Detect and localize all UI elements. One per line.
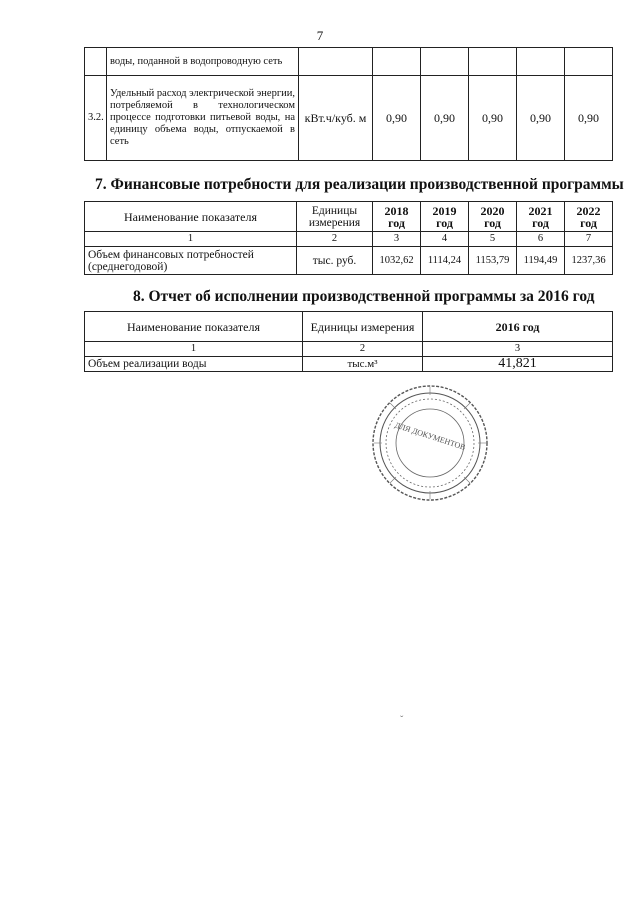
index-cell: 2: [303, 342, 423, 357]
table-row: [85, 247, 613, 275]
value-cell: [469, 48, 517, 76]
section-7-title: 7. Финансовые потребности для реализации производственной программы: [95, 176, 624, 193]
indicator-name: Объем реализации воды: [85, 357, 303, 372]
index-cell: 3: [373, 232, 421, 247]
index-cell: 1: [85, 232, 297, 247]
value-cell: [517, 48, 565, 76]
value-cell: 0,90: [517, 76, 565, 161]
value-cell: [373, 48, 421, 76]
value-cell: 0,90: [373, 76, 421, 161]
header-unit: Единицы измерения: [303, 312, 423, 342]
table-row: [85, 76, 613, 161]
value-cell: 1194,49: [517, 247, 565, 275]
index-cell: 7: [565, 232, 613, 247]
unit-cell: тыс.м³: [303, 357, 423, 372]
index-cell: 3: [423, 342, 613, 357]
value-cell: [565, 48, 613, 76]
index-row: [85, 232, 613, 247]
indicator-name: Объем финансовых потребностей (среднегодовой): [85, 247, 297, 275]
index-cell: 2: [297, 232, 373, 247]
unit-cell: [299, 48, 373, 76]
table-row: [85, 48, 613, 76]
value-cell: 41,821: [423, 357, 613, 372]
unit-cell: тыс. руб.: [297, 247, 373, 275]
indicators-table-continued: [84, 47, 613, 161]
header-year: 2021 год: [517, 202, 565, 232]
indicator-name: воды, поданной в водопроводную сеть: [107, 48, 299, 76]
financial-needs-table: [84, 201, 613, 275]
index-row: [85, 342, 613, 357]
program-report-table: [84, 311, 613, 372]
table-header-row: [85, 312, 613, 342]
page-number: 7: [316, 28, 324, 43]
unit-cell: кВт.ч/куб. м: [299, 76, 373, 161]
row-number: [85, 48, 107, 76]
header-year: 2018 год: [373, 202, 421, 232]
value-cell: 0,90: [565, 76, 613, 161]
index-cell: 4: [421, 232, 469, 247]
index-cell: 5: [469, 232, 517, 247]
table-header-row: [85, 202, 613, 232]
stamp-text: ДЛЯ ДОКУМЕНТОВ: [393, 420, 467, 452]
scan-mark: ˇ: [400, 715, 404, 726]
header-unit: Единицы измерения: [297, 202, 373, 232]
value-cell: 0,90: [469, 76, 517, 161]
header-name: Наименование показателя: [85, 312, 303, 342]
value-cell: 1114,24: [421, 247, 469, 275]
index-cell: 6: [517, 232, 565, 247]
header-name: Наименование показателя: [85, 202, 297, 232]
header-year: 2022 год: [565, 202, 613, 232]
value-cell: 1237,36: [565, 247, 613, 275]
value-cell: 0,90: [421, 76, 469, 161]
round-stamp: [370, 383, 490, 503]
row-number: 3.2.: [85, 76, 107, 161]
table-row: [85, 357, 613, 372]
header-year: 2020 год: [469, 202, 517, 232]
value-cell: [421, 48, 469, 76]
indicator-name: Удельный расход электрической энергии, потребляемой в технологическом процессе подготовки питьевой воды, на единицу объема воды, отпускаемой в сеть: [107, 76, 299, 161]
index-cell: 1: [85, 342, 303, 357]
section-8-title: 8. Отчет об исполнении производственной программы за 2016 год: [133, 288, 595, 305]
value-cell: 1032,62: [373, 247, 421, 275]
header-year: 2016 год: [423, 312, 613, 342]
header-year: 2019 год: [421, 202, 469, 232]
value-cell: 1153,79: [469, 247, 517, 275]
